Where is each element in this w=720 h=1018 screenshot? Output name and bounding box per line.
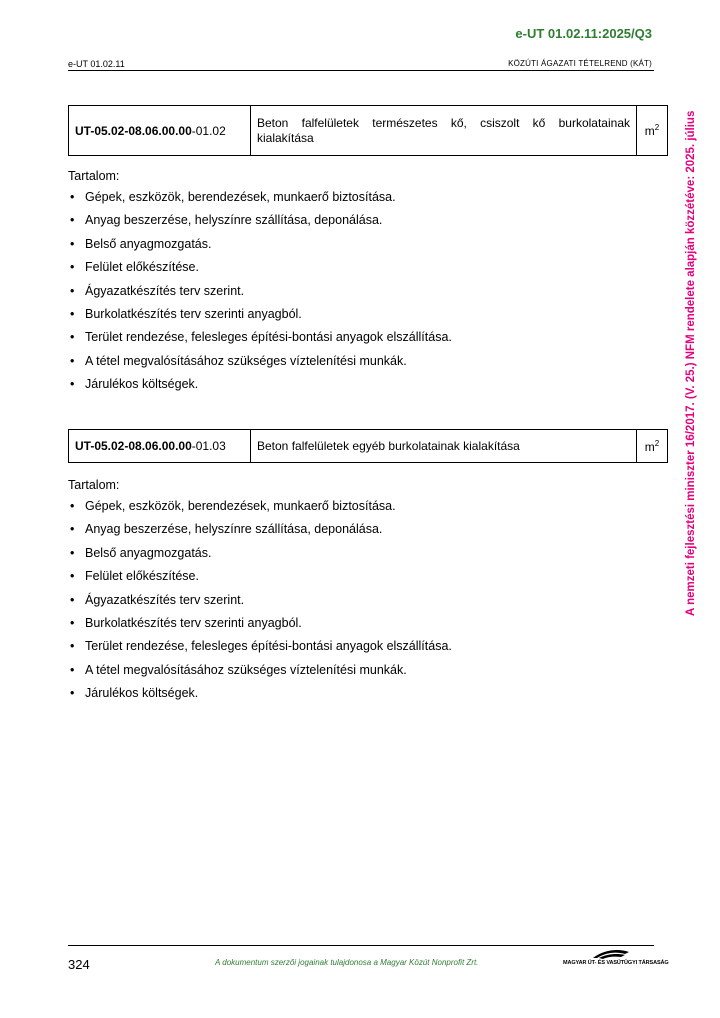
list-item: • Ágyazatkészítés terv szerint. [68, 593, 648, 616]
item-table-2 [68, 429, 668, 463]
content-label: Tartalom: [68, 169, 120, 183]
item-description: Beton falfelületek egyéb burkolatainak kialakítása [251, 430, 637, 463]
list-item: • Gépek, eszközök, berendezések, munkaerő biztosítása. [68, 190, 648, 213]
list-item: • Felület előkészítése. [68, 569, 648, 592]
item-unit: $m^2$ [637, 106, 668, 156]
document-code: e-UT 01.02.11:2025/Q3 [515, 26, 652, 41]
list-item: • A tétel megvalósításához szükséges víztelenítési munkák. [68, 354, 648, 377]
content-list [68, 190, 648, 401]
item-code: UT-05.02-08.06.00.00-01.02 [69, 106, 251, 156]
item-code: UT-05.02-08.06.00.00-01.03 [69, 430, 251, 463]
list-item: • Belső anyagmozgatás. [68, 237, 648, 260]
list-item: • Burkolatkészítés terv szerinti anyagból. [68, 616, 648, 639]
society-logo-icon [563, 946, 655, 970]
list-item: • Burkolatkészítés terv szerinti anyagból. [68, 307, 648, 330]
item-content-1 [68, 169, 648, 401]
content-label: Tartalom: [68, 478, 120, 492]
logo-caption: MAGYAR ÚT- ÉS VASÚTÜGYI TÁRSASÁG [563, 960, 669, 966]
list-item: • Belső anyagmozgatás. [68, 546, 648, 569]
list-item: • Anyag beszerzése, helyszínre szállítása, deponálása. [68, 213, 648, 236]
content-list [68, 499, 648, 710]
list-item: • Felület előkészítése. [68, 260, 648, 283]
list-item: • Járulékos költségek. [68, 377, 648, 400]
item-table-1 [68, 105, 668, 156]
list-item: • Anyag beszerzése, helyszínre szállítása, deponálása. [68, 522, 648, 545]
list-item: • A tétel megvalósításához szükséges víztelenítési munkák. [68, 663, 648, 686]
header-divider [68, 70, 654, 71]
list-item: • Gépek, eszközök, berendezések, munkaerő biztosítása. [68, 499, 648, 522]
item-content-2 [68, 478, 648, 710]
side-publication-note: A nemzeti fejlesztési miniszter 16/2017. (V. 25.) NFM rendelete alapján közzétéve: 2025. július [685, 110, 697, 616]
list-item: • Ágyazatkészítés terv szerint. [68, 284, 648, 307]
page-number: 324 [68, 957, 90, 972]
header-right: KÖZÚTI ÁGAZATI TÉTELREND (KÁT) [508, 59, 652, 68]
list-item: • Terület rendezése, felesleges építési-bontási anyagok elszállítása. [68, 330, 648, 353]
item-description: Beton falfelületek természetes kő, csiszolt kő burkolatainak kialakítása [251, 106, 637, 156]
list-item: • Terület rendezése, felesleges építési-bontási anyagok elszállítása. [68, 639, 648, 662]
header-left: e-UT 01.02.11 [68, 59, 125, 69]
item-unit: $m^2$ [637, 430, 668, 463]
copyright-notice: A dokumentum szerzői jogainak tulajdonosa a Magyar Közút Nonprofit Zrt. [215, 958, 479, 967]
list-item: • Járulékos költségek. [68, 686, 648, 709]
